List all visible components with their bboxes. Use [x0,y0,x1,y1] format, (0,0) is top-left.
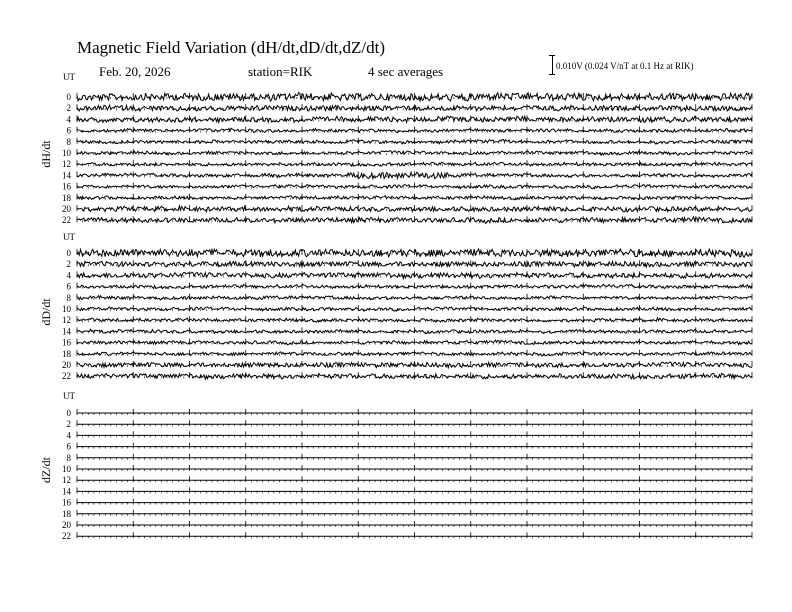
hour-label: 16 [62,337,71,348]
hour-label: 10 [62,148,71,158]
panel-dZ-dt [39,391,752,541]
hour-label: 16 [62,497,71,508]
hour-label: 4 [66,114,71,125]
hour-label: 12 [62,159,71,170]
hour-label: 18 [62,192,71,203]
ut-axis-label: UT [63,391,75,401]
hour-label: 2 [66,259,71,270]
hour-label: 10 [62,304,71,314]
hour-label: 14 [62,170,71,181]
hour-label: 20 [62,520,71,530]
hour-label: 0 [66,408,71,418]
hour-label: 2 [66,103,71,114]
hour-label: 22 [62,215,71,226]
averaging-label: 4 sec averages [368,64,444,79]
date-label: Feb. 20, 2026 [99,64,171,79]
hour-label: 20 [62,360,71,370]
y-axis-label: dH/dt [39,140,53,168]
hour-label: 12 [62,315,71,326]
hour-label: 16 [62,181,71,192]
hour-label: 2 [66,419,71,430]
hour-label: 6 [66,281,71,292]
hour-label: 12 [62,475,71,486]
hour-label: 10 [62,464,71,474]
hour-label: 6 [66,441,71,452]
hour-label: 22 [62,371,71,382]
chart-title: Magnetic Field Variation (dH/dt,dD/dt,dZ/dt) [77,38,386,57]
hour-label: 14 [62,326,71,337]
ut-axis-label: UT [63,232,75,242]
hour-label: 0 [66,248,71,258]
hour-label: 6 [66,125,71,136]
hour-label: 4 [66,270,71,281]
station-label: station=RIK [248,64,313,79]
hour-label: 0 [66,92,71,102]
scale-label: 0.010V (0.024 V/nT at 0.1 Hz at RIK) [556,61,694,71]
hour-label: 14 [62,486,71,497]
hour-label: 4 [66,430,71,441]
hour-label: 8 [66,292,71,303]
panel-dH-dt [39,72,752,225]
y-axis-label: dZ/dt [39,457,53,483]
y-axis-label: dD/dt [39,298,53,326]
hour-label: 18 [62,348,71,359]
hour-label: 22 [62,531,71,542]
hour-label: 20 [62,204,71,214]
hour-label: 8 [66,452,71,463]
hour-label: 8 [66,136,71,147]
panel-dD-dt [39,232,752,381]
hour-label: 18 [62,508,71,519]
ut-axis-label: UT [63,72,75,82]
